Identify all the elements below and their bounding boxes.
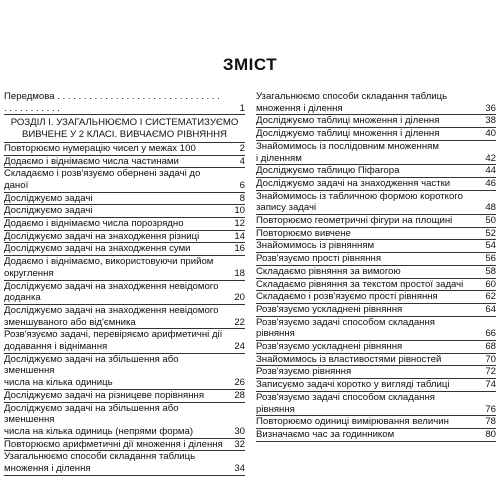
toc-entry-title: Знайомимось із рівнянням	[256, 240, 375, 252]
toc-entry[interactable]	[256, 141, 496, 165]
toc-entry-title: Розв'язуємо ускладнені рівняння	[256, 303, 403, 315]
toc-entry[interactable]	[256, 341, 496, 354]
toc-entry[interactable]	[4, 329, 245, 353]
toc-entry[interactable]	[4, 281, 245, 305]
toc-page-number: 24	[223, 341, 245, 353]
toc-entry-title: додавання і віднімання	[4, 341, 108, 353]
toc-page-number: 40	[474, 128, 496, 140]
toc-entry[interactable]	[256, 228, 496, 241]
toc-entry-title: Досліджуємо задачі на знаходження різниці	[4, 230, 200, 242]
toc-page-number: 20	[223, 292, 245, 304]
toc-entry-title: Знайомимось із властивостями рівностей	[256, 353, 442, 365]
toc-page-number: 6	[223, 180, 245, 192]
section-heading-line: ВИВЧЕНЕ У 2 КЛАСІ. ВИВЧАЄМО РІВНЯННЯ	[22, 129, 227, 141]
toc-entry-title: Досліджуємо задачі на знаходження невідомого	[4, 304, 219, 316]
toc-entry[interactable]	[4, 193, 245, 206]
toc-page-number: 66	[474, 328, 496, 340]
toc-entry-title: Узагальнюємо способи складання таблиць	[4, 451, 196, 463]
toc-entry-title: запису задачі	[256, 202, 317, 214]
toc-entry-title: множення і ділення	[256, 102, 343, 114]
toc-entry-title: Знайомимось із табличною формою короткого	[256, 190, 463, 202]
toc-entry[interactable]	[4, 243, 245, 256]
toc-entry-title: Досліджуємо задачі на знаходження суми	[4, 243, 191, 255]
toc-entry[interactable]	[4, 354, 245, 390]
toc-entry[interactable]	[4, 218, 245, 231]
toc-right-column	[256, 91, 496, 442]
toc-entry-title: Повторюємо арифметичні дії множення і ділення	[4, 438, 223, 450]
toc-entry-title: Повторюємо геометричні фігури на площині	[256, 215, 453, 227]
toc-entry-title: Досліджуємо таблиці множення і ділення	[256, 115, 440, 127]
toc-entry-title: Узагальнюємо способи складання таблиць	[256, 91, 448, 102]
section-heading-line: РОЗДІЛ І. УЗАГАЛЬНЮЄМО І СИСТЕМАТИЗУЄМО	[10, 117, 239, 129]
toc-entry[interactable]	[4, 143, 245, 156]
toc-page-number: 50	[474, 215, 496, 227]
toc-page-number: 46	[474, 178, 496, 190]
toc-entry-title: Розв'язуємо задачі, перевіряємо арифметичні дії	[4, 329, 223, 341]
toc-entry[interactable]	[256, 266, 496, 279]
toc-entry[interactable]	[4, 231, 245, 244]
toc-entry-title: Визначаємо час за годинником	[256, 428, 395, 440]
toc-entry[interactable]	[256, 291, 496, 304]
toc-page-number: 64	[474, 304, 496, 316]
toc-entry[interactable]	[4, 390, 245, 403]
toc-entry[interactable]	[256, 191, 496, 215]
toc-page-number: 12	[223, 218, 245, 230]
toc-entry[interactable]	[256, 240, 496, 253]
toc-entry[interactable]	[256, 416, 496, 429]
toc-entry[interactable]	[4, 451, 245, 475]
toc-entry-title: Складаємо і розв'язуємо прості рівняння	[256, 291, 438, 303]
toc-page-number: 56	[474, 253, 496, 265]
toc-entry-title: Складаємо і розв'язуємо обернені задачі до даної	[4, 168, 201, 191]
toc-page-number: 10	[223, 205, 245, 217]
toc-entry-title: Записуємо задачі коротко у вигляді таблиці	[256, 379, 450, 391]
toc-entry-title: Досліджуємо таблицю Піфагора	[256, 165, 400, 177]
toc-page-number: 38	[474, 115, 496, 127]
toc-entry-title: Складаємо рівняння за текстом простої задачі	[256, 278, 464, 290]
toc-entry-title: Розв'язуємо рівняння	[256, 366, 352, 378]
toc-entry-title: множення і ділення	[4, 463, 91, 475]
toc-entry-title: Досліджуємо задачі на різницеве порівняння	[4, 389, 205, 401]
toc-entry-title: Досліджуємо таблиці множення і ділення	[256, 128, 440, 140]
toc-entry[interactable]	[256, 366, 496, 379]
toc-page-number: 54	[474, 240, 496, 252]
toc-entry-title: і діленням	[256, 152, 302, 164]
toc-entry[interactable]	[4, 91, 245, 115]
toc-page-number: 8	[223, 193, 245, 205]
toc-page-number: 44	[474, 165, 496, 177]
toc-entry-title: округлення	[4, 267, 54, 279]
toc-entry[interactable]	[4, 403, 245, 439]
toc-entry-title: Розв'язуємо задачі способом складання	[256, 391, 435, 403]
toc-entry-title: зменшуваного або від'ємника	[4, 316, 136, 328]
toc-entry[interactable]	[256, 379, 496, 392]
toc-entry-title: Розв'язуємо прості рівняння	[256, 253, 382, 265]
toc-entry-title: Додаємо і віднімаємо, використовуючи прийом	[4, 256, 214, 268]
toc-entry[interactable]	[4, 205, 245, 218]
toc-page-number: 52	[474, 228, 496, 240]
toc-page-number: 32	[223, 439, 245, 451]
toc-entry[interactable]	[256, 178, 496, 191]
toc-page-number: 80	[474, 429, 496, 441]
toc-page-number: 28	[223, 390, 245, 402]
toc-entry-title: Знайомимось із послідовним множенням	[256, 140, 439, 152]
toc-entry[interactable]	[256, 354, 496, 367]
toc-left-column	[4, 91, 245, 476]
toc-entry-title: Розв'язуємо ускладнені рівняння	[256, 341, 403, 353]
toc-entry-title: Повторюємо вивчене	[256, 227, 351, 239]
toc-entry[interactable]	[4, 168, 245, 192]
toc-entry[interactable]	[256, 91, 496, 115]
toc-entry-title: Додаємо і віднімаємо числа частинами	[4, 155, 179, 167]
toc-page-number: 26	[223, 377, 245, 389]
toc-page-number: 4	[223, 156, 245, 168]
toc-entry[interactable]	[256, 317, 496, 341]
toc-entry[interactable]	[4, 156, 245, 169]
toc-entry[interactable]	[256, 253, 496, 266]
toc-entry-title: Складаємо рівняння за вимогою	[256, 265, 401, 277]
toc-page-number: 58	[474, 266, 496, 278]
toc-entry-title: Повторюємо одиниці вимірювання величин	[256, 416, 449, 428]
toc-page-number: 30	[223, 426, 245, 438]
toc-page-number: 14	[223, 231, 245, 243]
toc-entry[interactable]	[256, 128, 496, 141]
toc-entry-title: Досліджуємо задачі	[4, 205, 93, 217]
toc-entry[interactable]	[256, 392, 496, 416]
toc-page-number: 34	[223, 463, 245, 475]
toc-entry-title: Досліджуємо задачі на збільшення або зменшення	[4, 353, 179, 377]
toc-page-number: 62	[474, 291, 496, 303]
toc-entry-title: рівняння	[256, 403, 295, 415]
toc-entry-title: Розв'язуємо задачі способом складання	[256, 316, 435, 328]
toc-page-number: 22	[223, 317, 245, 329]
toc-section-heading	[4, 115, 245, 142]
toc-entry-title: числа на кілька одиниць (непрями форма)	[4, 425, 194, 437]
toc-entry-title: Досліджуємо задачі на збільшення або зменшення	[4, 402, 179, 426]
toc-page-number: 74	[474, 379, 496, 391]
toc-entry-title: Передмова . . .	[4, 91, 245, 114]
toc-page-number: 70	[474, 354, 496, 366]
toc-entry[interactable]	[256, 215, 496, 228]
toc-entry-title: доданка	[4, 292, 41, 304]
toc-entry[interactable]	[4, 305, 245, 329]
toc-entry-title: Повторюємо нумерацію чисел у межах 100	[4, 142, 196, 154]
toc-entry[interactable]	[256, 429, 496, 442]
toc-page-number: 48	[474, 202, 496, 214]
toc-page-number: 42	[474, 153, 496, 165]
toc-page-number: 72	[474, 366, 496, 378]
toc-entry-title: Додаємо і віднімаємо числа порозрядно	[4, 218, 184, 230]
toc-entry[interactable]	[256, 165, 496, 178]
toc-page-number: 18	[223, 268, 245, 280]
toc-page-number: 60	[474, 279, 496, 291]
toc-entry-title: Досліджуємо задачі на знаходження частки	[256, 177, 451, 189]
toc-page-number: 16	[223, 243, 245, 255]
toc-page-number: 36	[474, 103, 496, 115]
toc-page-number: 1	[223, 103, 245, 115]
toc-entry-title: Досліджуємо задачі на знаходження невідомого	[4, 280, 219, 292]
toc-entry[interactable]	[4, 439, 245, 452]
toc-entry-title: Досліджуємо задачі	[4, 192, 93, 204]
toc-entry[interactable]	[256, 279, 496, 292]
page-title: ЗМІСТ	[222, 55, 278, 74]
toc-page-number: 76	[474, 404, 496, 416]
toc-entry-title: числа на кілька одиниць	[4, 377, 113, 389]
toc-entry[interactable]	[4, 256, 245, 280]
toc-entry[interactable]	[256, 304, 496, 317]
toc-entry[interactable]	[256, 115, 496, 128]
toc-page-number: 68	[474, 341, 496, 353]
toc-page-number: 78	[474, 416, 496, 428]
toc-page-number: 2	[223, 143, 245, 155]
toc-entry-title: рівняння	[256, 328, 295, 340]
